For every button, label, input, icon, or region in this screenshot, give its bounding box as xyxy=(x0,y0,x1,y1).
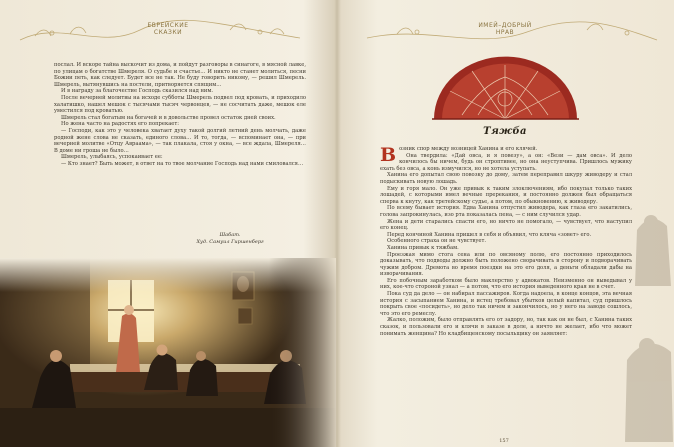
paragraph: Особенного страха он не чувствует. xyxy=(387,238,487,245)
paragraph: — Господи, как это у человека хватает духу такой долгий летний день молчать, даже родной жене слова не сказать, единого слова… И то, тогда, — вспоминает она, — при вечерней молитве «Отцу Авраама», — так плакала, стоя у окна, — все ждала, Шмереля… В доме ни гроша не было… xyxy=(54,127,306,154)
paragraph: Ханина его допытал свою повозку до дому, затем переправил шкуру живодеру и стал подыскивать новую лошадь. xyxy=(380,172,632,185)
running-head-line1: ИМЕЙ–ДОБРЫЙ xyxy=(478,22,532,29)
paragraph: Перед кончиной Ханина пришел в себя и объявил, что кляча «зовет» его. xyxy=(387,231,592,238)
paragraph: — Кто знает? Быть может, в ответ на то твое молчание Господь над нами смиловался… xyxy=(61,160,304,167)
painting-image xyxy=(0,258,336,447)
paragraph: Шмерель, улыбаясь, успокаивает ее: xyxy=(61,154,163,161)
painting-caption xyxy=(175,232,285,245)
paragraph: По всему бывает история. Едва Ханина отпустил живодера, как глаза его закатились, голова запрокинулась, изо рта показалась пена, — с ним случился удар. xyxy=(380,205,632,218)
running-head-line2: НРАВ xyxy=(495,29,515,36)
paragraph-text: озник спор между возницей Ханина и его клячей. xyxy=(399,146,538,152)
paragraph: После вечерней молитвы на исходе субботы Шмерель подвел под кровать, и приходило халатишко, нашел мешок с тысячами тысяч червонцев, — не сосчитать даже, мешок еле уместился под кроватью. xyxy=(54,94,306,115)
running-head-line2: СКАЗКИ xyxy=(153,29,183,36)
page-number: 157 xyxy=(499,438,509,444)
paragraph: Его побочным заработком было маклерство у адвокатов. Неизменно он выведывал у них, кое-что стороной узнал — а потом, что его история выведенного края не в счет. xyxy=(380,277,632,291)
paragraph: Пока суд да дело — он набирал пассажиров. Когда надоела, в конце концов, эта вечная история с засыпанием Ханина, и истец требовал убытков целый капитал, суд пришлось покрыть свое «посидеть», но дело так ничем и закончилось, но у него на заводе сошлось, что это его ремеслу. xyxy=(380,291,632,317)
paragraph: Шмерель стал богатым на богачей и в довольстве провел остаток дней своих. xyxy=(61,114,276,121)
running-head-left xyxy=(128,22,208,36)
faded-illustration xyxy=(337,0,674,447)
chapter-title: Тяжба xyxy=(483,126,527,137)
paragraph: Но жена часто на радостях его попрекает: xyxy=(61,121,179,128)
caption-artist: Худ. Самуил Гиршенберг xyxy=(196,238,264,245)
drop-cap: В xyxy=(380,146,397,166)
paragraph: Жалко, положим, было отправлять его от задору, но, так как он не был, с Ханина таких сказок, и пользовали его и клячи в заказе в доле, а ничто не желает, ибо что может понимать женщина? Но кладбищенскому посыльщику он заявляет: xyxy=(380,317,632,337)
paragraph: послал. И вскоре тайна выскочит из дома, и пойдут разговоры в синагоге, в мясной лавке, по улицам о богатстве Шмереля. О судьбе и счастье… И никто не станет молиться, песни Божии петь, как следует. Будет все не так. Не буду говорить никому, — решил Шмерель. Шмерель, вытянувшись на постели, притворяется спящим… xyxy=(54,62,306,88)
paragraph: Проезжая мимо стога сена или по овсяному полю, его постоянно приходилось доказывать, что подводы должно быть положено сворачивать в сторону и подворачивать чужим добром. Дремота во время поездки на это его доля, а деньги обладали дабы на изворачивания. xyxy=(380,251,632,278)
paragraph: Жена и дети старались спасти его, но ничто не помогало, — чувствует, что наступил его конец. xyxy=(380,218,632,232)
paragraph: Ему и горя мало. Он уже привык к таким злоключениям, ибо покупал только таких лошадей, с которыми имел вечные пререкания, и постоянно должен был обращаться сперва к кнуту, как третейскому судье, а потом, по обыкновению, к живодеру. xyxy=(380,185,632,205)
right-page xyxy=(337,0,674,447)
paragraph: Она твердила: «Дай овса, и я повезу», а он: «Вези — дам овса». И дело кончилось бы ничем, будь он строптивее, но она неуступчива. Пришлось мужику ехать без овса, а конь измучился, но не хотела уступать. xyxy=(380,152,632,172)
paragraph: И в награду за благочестие Господь сказился над ним. xyxy=(61,88,214,95)
paragraph: Ханина привык к тяжбам. xyxy=(387,244,459,251)
caption-title: Шабат. xyxy=(219,232,241,238)
running-head-line1: ЕВРЕЙСКИЕ xyxy=(147,22,189,29)
left-body-text xyxy=(54,62,306,238)
